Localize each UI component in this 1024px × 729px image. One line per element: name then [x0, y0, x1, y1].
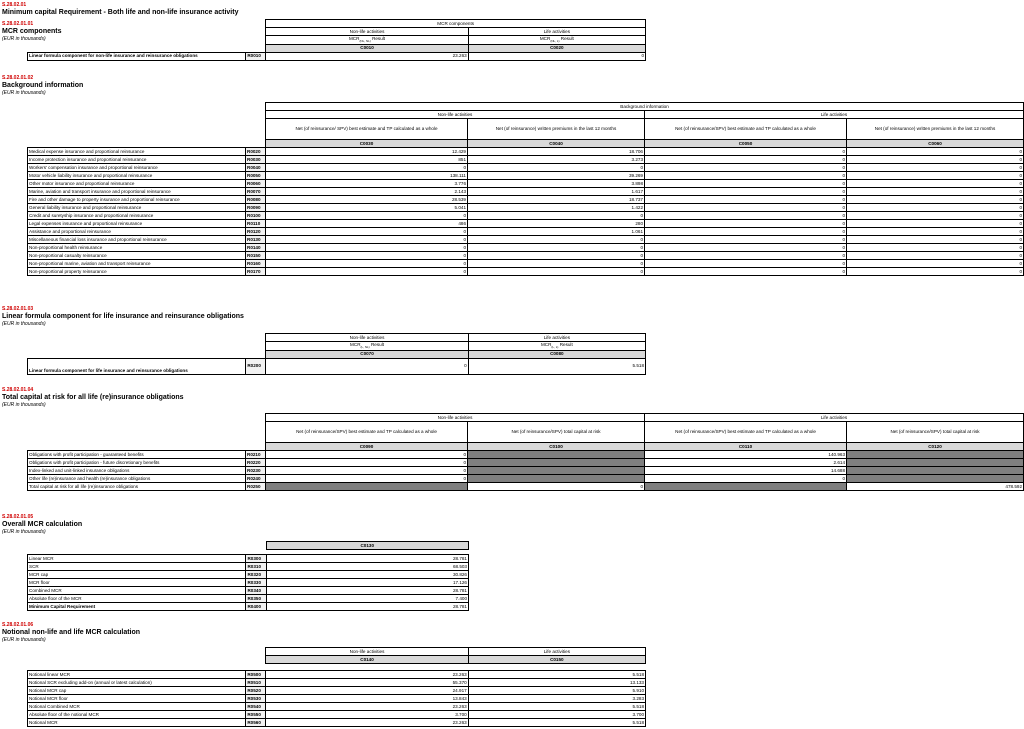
cell-value: 1.422	[468, 204, 645, 212]
cell-value: 0	[645, 172, 847, 180]
col-subheader: $MCR_{(NL, NL)}$ Result	[266, 36, 468, 45]
cell-value: 0	[468, 252, 645, 260]
table-row	[28, 156, 1024, 164]
col-code: C0130	[266, 542, 468, 550]
row-label: Linear formula component for life insurance and reinsurance obligations	[28, 358, 246, 374]
row-label: Absolute floor of the notional MCR	[28, 711, 246, 719]
col-code: C0070	[266, 350, 468, 358]
group-header: Background information	[266, 103, 1024, 111]
row-code: R0140	[246, 244, 266, 252]
cell-value: 0	[468, 164, 645, 172]
cell-value: 0	[847, 212, 1024, 220]
row-code: R0060	[246, 180, 266, 188]
cell-value: 0	[468, 52, 645, 60]
table-row	[28, 563, 469, 571]
section-title: Background information	[2, 82, 84, 89]
row-code: R0110	[246, 220, 266, 228]
unit-note: (EUR in thousands)	[2, 90, 46, 96]
table-row	[28, 212, 1024, 220]
row-code: R0170	[246, 268, 266, 276]
cell-value: 18.706	[468, 148, 645, 156]
cell-value: 851	[266, 156, 468, 164]
cell-value: 0	[468, 212, 645, 220]
col-header: Life activities	[468, 334, 645, 342]
background-info-table	[27, 102, 1024, 276]
col-header: Non-life activities	[266, 648, 468, 656]
section-capital-at-risk-header	[2, 387, 184, 408]
row-code: R0520	[246, 687, 266, 695]
row-code: R0240	[246, 475, 266, 483]
table-row	[28, 555, 469, 563]
table-row	[28, 679, 646, 687]
row-label: Credit and suretyship insurance and proportional reinsurance	[28, 212, 246, 220]
cell-value: 0	[847, 204, 1024, 212]
cell-value: 0	[847, 268, 1024, 276]
cell-value: 0	[847, 260, 1024, 268]
row-code: R0510	[246, 679, 266, 687]
col-code: C0060	[847, 140, 1024, 148]
row-label: Non-proportional casualty reinsurance	[28, 252, 246, 260]
table-row	[28, 719, 646, 727]
table-row	[28, 164, 1024, 172]
cell-value: 12.429	[266, 148, 468, 156]
row-label: Non-proportional marine, aviation and transport reinsurance	[28, 260, 246, 268]
col-subheader: Net (of reinsurance/SPV) best estimate and TP calculated as a whole	[645, 119, 847, 140]
col-header: Life activities	[468, 28, 645, 36]
cell-value: 0	[847, 188, 1024, 196]
col-header: Non-life activities	[266, 111, 645, 119]
section-title: Notional non-life and life MCR calculation	[2, 629, 141, 636]
cell-value: 24.917	[266, 687, 468, 695]
cell-value: 2.143	[266, 188, 468, 196]
row-label: Other motor insurance and proportional reinsurance	[28, 180, 246, 188]
col-subheader: Net (of reinsurance/SPV) best estimate and TP calculated as a whole	[645, 422, 847, 443]
row-label: Notional MCR cap	[28, 687, 246, 695]
col-subheader: Net (of reinsurance) written premiums in the last 12 months	[468, 119, 645, 140]
col-header: Non-life activities	[266, 414, 645, 422]
col-subheader: $MCR_{(NL, L)}$ Result	[468, 36, 645, 45]
section-title: Linear formula component for life insurance and reinsurance obligations	[2, 313, 244, 320]
row-label: Linear formula component for non-life insurance and reinsurance obligations	[28, 52, 246, 60]
cell-value: 5.518	[468, 671, 645, 679]
col-header: Non-life activities	[266, 334, 468, 342]
report-header	[2, 2, 238, 17]
cell-value: 28.539	[266, 196, 468, 204]
table-row	[28, 180, 1024, 188]
cell-value: 0	[645, 268, 847, 276]
row-label: Assistance and proportional reinsurance	[28, 228, 246, 236]
cell-value: 0	[266, 268, 468, 276]
section-background-header	[2, 75, 83, 96]
table-row	[28, 236, 1024, 244]
cell-value: 28.781	[266, 603, 468, 611]
row-code: R0550	[246, 711, 266, 719]
cell-value: 0	[266, 252, 468, 260]
cell-value: 0	[468, 260, 645, 268]
cell-value: 280	[468, 220, 645, 228]
shaded-cell	[645, 483, 847, 491]
col-header: Life activities	[468, 648, 645, 656]
table-row	[28, 459, 1024, 467]
cell-value: 0	[645, 164, 847, 172]
row-label: Non-proportional property reinsurance	[28, 268, 246, 276]
cell-value: 23.263	[266, 52, 468, 60]
cell-value: 0	[266, 228, 468, 236]
col-subheader: $MCR_{(L, NL)}$ Result	[266, 342, 468, 351]
cell-value: 13.843	[266, 695, 468, 703]
col-subheader: Net (of reinsurance/ SPV) best estimate and TP calculated as a whole	[266, 119, 468, 140]
row-code: R0200	[246, 358, 266, 374]
cell-value: 0	[645, 228, 847, 236]
col-code: C0140	[266, 656, 468, 664]
cell-value: 0	[266, 244, 468, 252]
col-subheader: Net (of reinsurance) written premiums in the last 12 months	[847, 119, 1024, 140]
row-label: Linear MCR	[28, 555, 246, 563]
cell-value: 0	[847, 220, 1024, 228]
shaded-cell	[468, 467, 645, 475]
row-label: Combined MCR	[28, 587, 246, 595]
cell-value: 3.283	[468, 695, 645, 703]
shaded-cell	[468, 451, 645, 459]
col-code: C0050	[645, 140, 847, 148]
row-code: R0230	[246, 467, 266, 475]
row-label: Motor vehicle liability insurance and proportional reinsurance	[28, 172, 246, 180]
row-code: R0530	[246, 695, 266, 703]
cell-value: 0	[645, 236, 847, 244]
cell-value: 140.963	[645, 451, 847, 459]
cell-value: 1.617	[468, 188, 645, 196]
table-row	[28, 711, 646, 719]
row-label: Minimum Capital Requirement	[28, 603, 246, 611]
cell-value: 3.700	[468, 711, 645, 719]
col-subheader: Net (of reinsurance/SPV) total capital at risk	[847, 422, 1024, 443]
row-label: Notional SCR excluding add-on (annual or latest calculation)	[28, 679, 246, 687]
col-header: Life activities	[645, 414, 1024, 422]
shaded-cell	[847, 467, 1024, 475]
cell-value: 0	[645, 212, 847, 220]
row-label: Absolute floor of the MCR	[28, 595, 246, 603]
row-label: Fire and other damage to property insurance and proportional reinsurance	[28, 196, 246, 204]
cell-value: 0	[847, 236, 1024, 244]
col-code: C0040	[468, 140, 645, 148]
section-title: MCR components	[2, 28, 62, 35]
cell-value: 3.700	[266, 711, 468, 719]
row-code: R0400	[246, 603, 266, 611]
cell-value: 486	[266, 220, 468, 228]
table-row	[28, 228, 1024, 236]
table-row	[28, 268, 1024, 276]
cell-value: 23.263	[266, 719, 468, 727]
row-label: Obligations with profit participation - guaranteed benefits	[28, 451, 246, 459]
report-code: S.28.02.01	[2, 2, 27, 8]
row-code: R0160	[246, 260, 266, 268]
row-code: R0050	[246, 172, 266, 180]
unit-note: (EUR in thousands)	[2, 402, 46, 408]
cell-value: 0	[847, 148, 1024, 156]
col-subheader: Net (of reinsurance/SPV) total capital at risk	[468, 422, 645, 443]
shaded-cell	[468, 475, 645, 483]
cell-value: 0	[645, 204, 847, 212]
cell-value: 0	[645, 244, 847, 252]
cell-value: 478.592	[847, 483, 1024, 491]
row-label: MCR floor	[28, 579, 246, 587]
section-code: S.28.02.01.06	[2, 622, 34, 628]
row-label: Workers' compensation insurance and proportional reinsurance	[28, 164, 246, 172]
section-code: S.28.02.01.04	[2, 387, 34, 393]
table-row	[28, 587, 469, 595]
cell-value: 138.111	[266, 172, 468, 180]
cell-value: 0	[266, 164, 468, 172]
group-header: MCR components	[266, 20, 646, 28]
cell-value: 2.614	[645, 459, 847, 467]
table-row	[28, 475, 1024, 483]
cell-value: 13.133	[468, 679, 645, 687]
row-label: MCR cap	[28, 571, 246, 579]
section-code: S.28.02.01.02	[2, 75, 34, 81]
row-code: R0090	[246, 204, 266, 212]
row-code: R0150	[246, 252, 266, 260]
cell-value: 5.518	[468, 358, 645, 374]
section-life-linear-header	[2, 306, 244, 327]
table-row	[28, 483, 1024, 491]
cell-value: 7.400	[266, 595, 468, 603]
row-label: Legal expenses insurance and proportional reinsurance	[28, 220, 246, 228]
cell-value: 0	[645, 180, 847, 188]
cell-value: 17.126	[266, 579, 468, 587]
col-code: C0090	[266, 443, 468, 451]
unit-note: (EUR in thousands)	[2, 637, 46, 643]
row-code: R0310	[246, 563, 266, 571]
cell-value: 30.826	[266, 571, 468, 579]
cell-value: 0	[266, 475, 468, 483]
row-code: R0120	[246, 228, 266, 236]
section-notional-mcr-header	[2, 622, 140, 643]
row-label: Index-linked and unit-linked insurance obligations	[28, 467, 246, 475]
table-row	[28, 220, 1024, 228]
cell-value: 18.737	[468, 196, 645, 204]
cell-value: 0	[645, 188, 847, 196]
cell-value: 0	[266, 260, 468, 268]
table-row	[28, 579, 469, 587]
col-code: C0080	[468, 350, 645, 358]
row-label: Income protection insurance and proportional reinsurance	[28, 156, 246, 164]
cell-value: 0	[847, 172, 1024, 180]
section-overall-mcr-header	[2, 514, 82, 535]
cell-value: 0	[266, 358, 468, 374]
cell-value: 3.273	[468, 156, 645, 164]
row-label: Obligations with profit participation - future discretionary benefits	[28, 459, 246, 467]
cell-value: 3.898	[468, 180, 645, 188]
section-title: Total capital at risk for all life (re)insurance obligations	[2, 394, 184, 401]
row-code: R0070	[246, 188, 266, 196]
cell-value: 0	[266, 467, 468, 475]
cell-value: 5.518	[468, 719, 645, 727]
table-row	[28, 451, 1024, 459]
cell-value: 0	[847, 244, 1024, 252]
row-label: Notional linear MCR	[28, 671, 246, 679]
col-code: C0120	[847, 443, 1024, 451]
row-label: Medical expense insurance and proportional reinsurance	[28, 148, 246, 156]
table-row	[28, 52, 646, 60]
cell-value: 0	[468, 244, 645, 252]
unit-note: (EUR in thousands)	[2, 36, 46, 42]
cell-value: 0	[645, 260, 847, 268]
row-code: R0010	[246, 52, 266, 60]
table-row	[28, 571, 469, 579]
cell-value: 23.263	[266, 671, 468, 679]
row-code: R0300	[246, 555, 266, 563]
row-code: R0080	[246, 196, 266, 204]
table-row	[28, 595, 469, 603]
table-row	[28, 196, 1024, 204]
row-code: R0220	[246, 459, 266, 467]
cell-value: 55.370	[266, 679, 468, 687]
cell-value: 0	[266, 236, 468, 244]
col-header: Non-life activities	[266, 28, 468, 36]
row-label: Notional MCR	[28, 719, 246, 727]
shaded-cell	[847, 475, 1024, 483]
section-title: Overall MCR calculation	[2, 521, 83, 528]
table-row	[28, 671, 646, 679]
table-row	[28, 695, 646, 703]
cell-value: 0	[266, 212, 468, 220]
cell-value: 0	[645, 196, 847, 204]
table-row	[28, 260, 1024, 268]
row-code: R0030	[246, 156, 266, 164]
table-row	[28, 204, 1024, 212]
table-row	[28, 252, 1024, 260]
shaded-cell	[266, 483, 468, 491]
cell-value: 5.910	[468, 687, 645, 695]
cell-value: 0	[266, 459, 468, 467]
cell-value: 0	[847, 228, 1024, 236]
cell-value: 0	[468, 483, 645, 491]
table-row	[28, 467, 1024, 475]
row-label: Notional MCR floor	[28, 695, 246, 703]
overall-mcr-table	[27, 541, 469, 611]
shaded-cell	[468, 459, 645, 467]
unit-note: (EUR in thousands)	[2, 321, 46, 327]
cell-value: 23.263	[266, 703, 468, 711]
table-row	[28, 244, 1024, 252]
row-label: Non-proportional health reinsurance	[28, 244, 246, 252]
unit-note: (EUR in thousands)	[2, 529, 46, 535]
mcr-components-table	[27, 19, 646, 61]
row-code: R0320	[246, 571, 266, 579]
cell-value: 0	[847, 180, 1024, 188]
row-code: R0330	[246, 579, 266, 587]
cell-value: 0	[645, 156, 847, 164]
row-label: Notional Combined MCR	[28, 703, 246, 711]
col-subheader: $MCR_{(L, L)}$ Result	[468, 342, 645, 351]
cell-value: 0	[847, 252, 1024, 260]
cell-value: 68.503	[266, 563, 468, 571]
table-row	[28, 188, 1024, 196]
section-code: S.28.02.01.01	[2, 21, 34, 27]
col-header: Life activities	[645, 111, 1024, 119]
table-row	[28, 358, 646, 374]
row-label: SCR	[28, 563, 246, 571]
table-row	[28, 603, 469, 611]
shaded-cell	[847, 451, 1024, 459]
cell-value: 0	[266, 451, 468, 459]
row-code: R0020	[246, 148, 266, 156]
row-code: R0340	[246, 587, 266, 595]
cell-value: 28.781	[266, 555, 468, 563]
row-label: General liability insurance and proportional reinsurance	[28, 204, 246, 212]
row-label: Miscellaneous financial loss insurance and proportional reinsurance	[28, 236, 246, 244]
section-code: S.28.02.01.03	[2, 306, 34, 312]
cell-value: 5.041	[266, 204, 468, 212]
row-code: R0540	[246, 703, 266, 711]
cell-value: 14.688	[645, 467, 847, 475]
capital-at-risk-table	[27, 413, 1024, 491]
row-code: R0210	[246, 451, 266, 459]
cell-value: 5.518	[468, 703, 645, 711]
table-row	[28, 687, 646, 695]
cell-value: 0	[645, 220, 847, 228]
cell-value: 39.269	[468, 172, 645, 180]
cell-value: 0	[847, 164, 1024, 172]
col-code: C0020	[468, 44, 645, 52]
section-code: S.28.02.01.05	[2, 514, 34, 520]
row-label: Other life (re)insurance and health (re)insurance obligations	[28, 475, 246, 483]
cell-value: 0	[645, 148, 847, 156]
table-row	[28, 148, 1024, 156]
row-code: R0250	[246, 483, 266, 491]
row-code: R0500	[246, 671, 266, 679]
notional-mcr-table	[27, 647, 646, 727]
cell-value: 28.781	[266, 587, 468, 595]
cell-value: 0	[468, 268, 645, 276]
col-code: C0010	[266, 44, 468, 52]
col-code: C0150	[468, 656, 645, 664]
row-code: R0040	[246, 164, 266, 172]
row-code: R0100	[246, 212, 266, 220]
row-code: R0130	[246, 236, 266, 244]
cell-value: 3.776	[266, 180, 468, 188]
col-code: C0030	[266, 140, 468, 148]
cell-value: 0	[847, 156, 1024, 164]
cell-value: 0	[645, 475, 847, 483]
table-row	[28, 172, 1024, 180]
shaded-cell	[847, 459, 1024, 467]
row-label: Total capital at risk for all life (re)insurance obligations	[28, 483, 246, 491]
cell-value: 0	[645, 252, 847, 260]
col-code: C0110	[645, 443, 847, 451]
row-code: R0560	[246, 719, 266, 727]
col-subheader: Net (of reinsurance/SPV) best estimate and TP calculated as a whole	[266, 422, 468, 443]
table-row	[28, 703, 646, 711]
cell-value: 0	[847, 196, 1024, 204]
report-title: Minimum capital Requirement - Both life and non-life insurance activity	[2, 9, 239, 16]
row-label: Marine, aviation and transport insurance and proportional reinsurance	[28, 188, 246, 196]
row-code: R0350	[246, 595, 266, 603]
cell-value: 0	[468, 236, 645, 244]
cell-value: 1.061	[468, 228, 645, 236]
life-linear-table	[27, 333, 646, 375]
col-code: C0100	[468, 443, 645, 451]
